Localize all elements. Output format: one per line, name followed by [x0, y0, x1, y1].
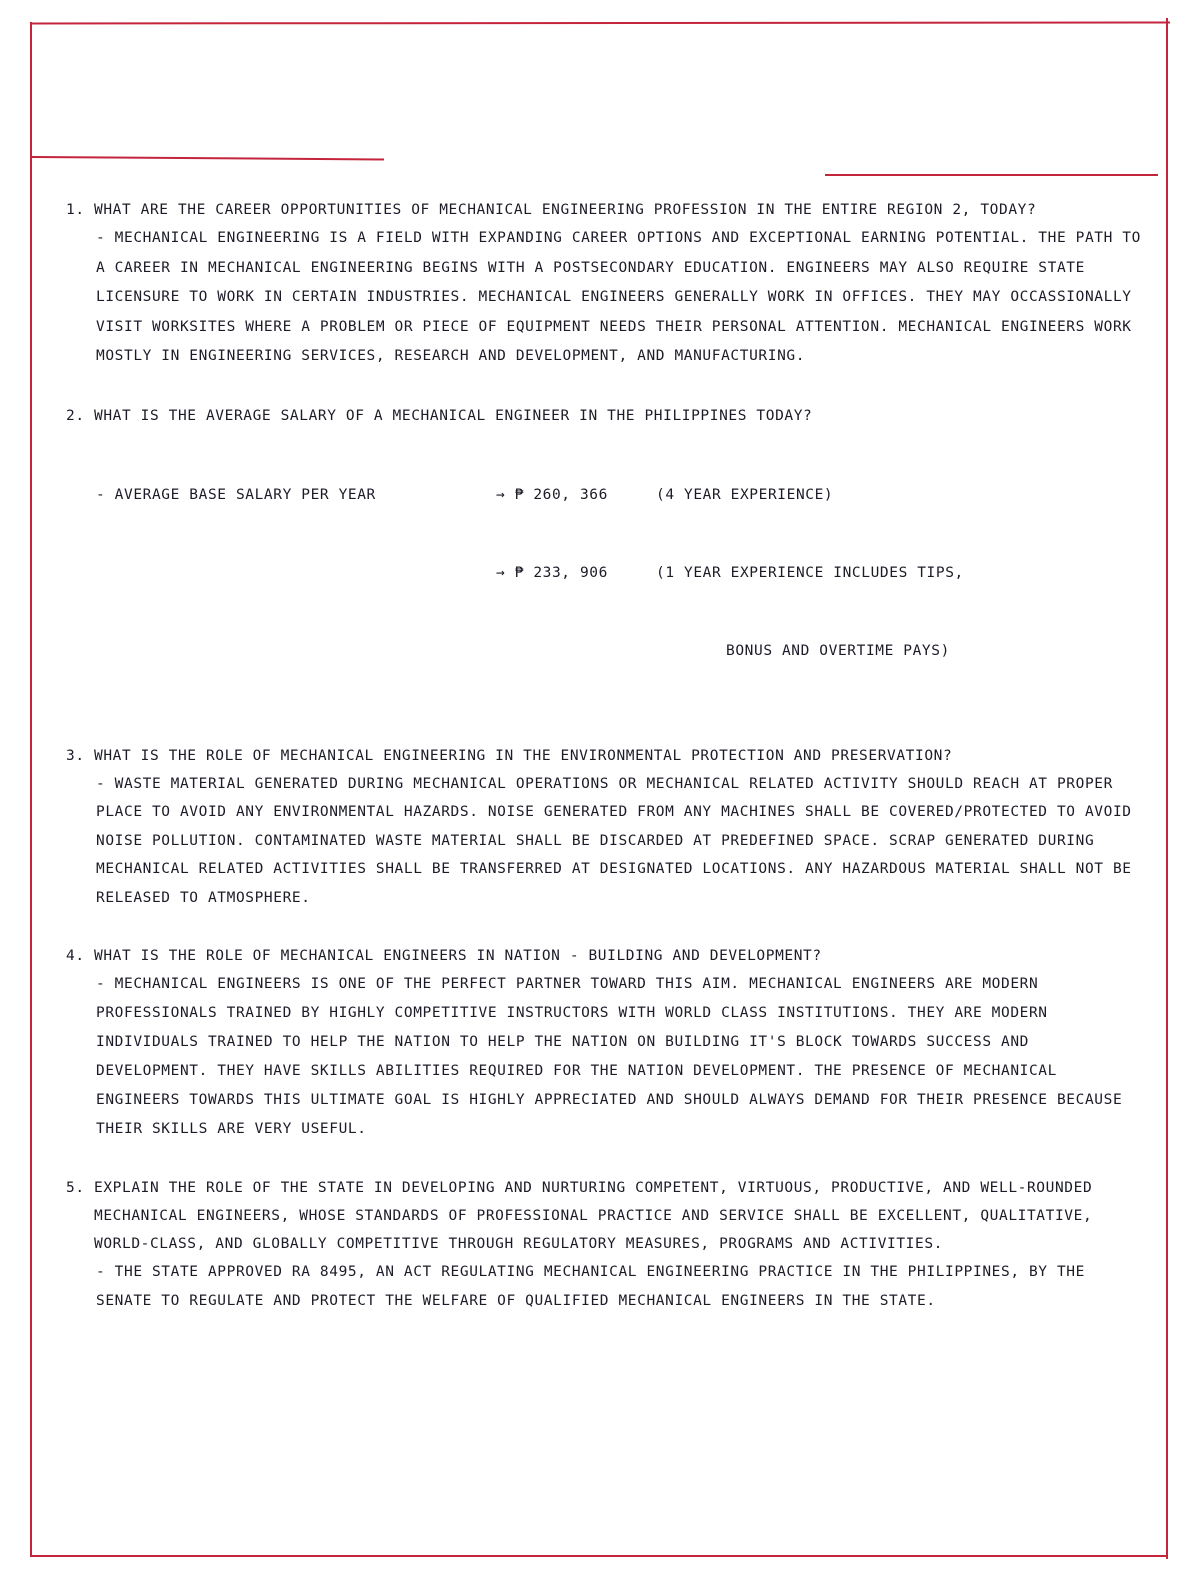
question-number: 1.	[66, 202, 85, 218]
salary-row-1	[66, 482, 1141, 508]
question-text: WHAT IS THE ROLE OF MECHANICAL ENGINEERS IN NATION - BUILDING AND DEVELOPMENT?	[94, 948, 822, 964]
handwritten-answers	[66, 196, 1141, 1416]
question-number: 3.	[66, 747, 85, 764]
question-4	[66, 942, 1141, 970]
question-block-1	[66, 196, 1141, 372]
question-text: EXPLAIN THE ROLE OF THE STATE IN DEVELOPING AND NURTURING COMPETENT, VIRTUOUS, PRODUCTIVE, AND WELL-ROUNDED MECHANICAL ENGINEERS, WHOSE STANDARDS OF PROFESSIONAL PRACTICE AND SERVICE SHALL BE EXCELLENT, QUALITATIVE, WORLD-CLASS, AND GLOBALLY COMPETITIVE THROUGH REGULATORY MEASURES, PROGRAMS AND ACTIVITIES.	[94, 1180, 1093, 1252]
question-1	[66, 196, 1141, 224]
salary-note-1: (4 YEAR EXPERIENCE)	[656, 486, 834, 503]
question-block-4	[66, 942, 1141, 1144]
page-border-left	[30, 22, 32, 1557]
header-rule-right	[825, 174, 1158, 176]
page-border-top	[30, 22, 1170, 25]
question-2	[66, 402, 1141, 430]
salary-label-spacer	[66, 560, 496, 586]
salary-note-2a: (1 YEAR EXPERIENCE INCLUDES TIPS,	[656, 564, 964, 581]
question-number: 4.	[66, 948, 85, 964]
question-number: 2.	[66, 407, 85, 424]
salary-amount-2: → ₱ 233, 906	[496, 564, 608, 581]
question-3	[66, 742, 1141, 770]
question-5	[66, 1174, 1141, 1258]
question-text: WHAT ARE THE CAREER OPPORTUNITIES OF MECHANICAL ENGINEERING PROFESSION IN THE ENTIRE REGION 2, TODAY?	[94, 202, 1037, 218]
page-border-right	[1166, 18, 1168, 1559]
salary-label: - AVERAGE BASE SALARY PER YEAR	[96, 486, 376, 503]
question-block-2	[66, 402, 1141, 716]
salary-note-2b: BONUS AND OVERTIME PAYS)	[726, 642, 950, 659]
page-border-bottom	[30, 1555, 1168, 1557]
question-block-5	[66, 1174, 1141, 1315]
header-rule-left	[32, 156, 384, 160]
question-block-3	[66, 742, 1141, 913]
salary-row-2	[66, 560, 1141, 586]
answer-3: - WASTE MATERIAL GENERATED DURING MECHANICAL OPERATIONS OR MECHANICAL RELATED ACTIVITY SHOULD REACH AT PROPER PLACE TO AVOID ANY ENVIRONMENTAL HAZARDS. NOISE GENERATED FROM ANY MACHINES SHALL BE COVERED/PROTECTED TO AVOID NOISE POLLUTION. CONTAMINATED WASTE MATERIAL SHALL BE DISCARDED AT PREDEFINED SPACE. SCRAP GENERATED DURING MECHANICAL RELATED ACTIVITIES SHALL BE TRANSFERRED AT DESIGNATED LOCATIONS. ANY HAZARDOUS MATERIAL SHALL NOT BE RELEASED TO ATMOSPHERE.	[96, 775, 1132, 906]
answer-1: - MECHANICAL ENGINEERING IS A FIELD WITH EXPANDING CAREER OPTIONS AND EXCEPTIONAL EARNING POTENTIAL. THE PATH TO A CAREER IN MECHANICAL ENGINEERING BEGINS WITH A POSTSECONDARY EDUCATION. ENGINEERS MAY ALSO REQUIRE STATE LICENSURE TO WORK IN CERTAIN INDUSTRIES. MECHANICAL ENGINEERS GENERALLY WORK IN OFFICES. THEY MAY OCCASSIONALLY VISIT WORKSITES WHERE A PROBLEM OR PIECE OF EQUIPMENT NEEDS THEIR PERSONAL ATTENTION. MECHANICAL ENGINEERS WORK MOSTLY IN ENGINEERING SERVICES, RESEARCH AND DEVELOPMENT, AND MANUFACTURING.	[96, 230, 1141, 364]
answer-4: - MECHANICAL ENGINEERS IS ONE OF THE PERFECT PARTNER TOWARD THIS AIM. MECHANICAL ENGINEERS ARE MODERN PROFESSIONALS TRAINED BY HIGHLY COMPETITIVE INSTRUCTORS WITH WORLD CLASS INSTITUTIONS. THEY ARE MODERN INDIVIDUALS TRAINED TO HELP THE NATION TO HELP THE NATION ON BUILDING IT'S BLOCK TOWARDS SUCCESS AND DEVELOPMENT. THEY HAVE SKILLS ABILITIES REQUIRED FOR THE NATION DEVELOPMENT. THE PRESENCE OF MECHANICAL ENGINEERS TOWARDS THIS ULTIMATE GOAL IS HIGHLY APPRECIATED AND SHOULD ALWAYS DEMAND FOR THEIR PRESENCE BECAUSE THEIR SKILLS ARE VERY USEFUL.	[96, 976, 1123, 1137]
question-text: WHAT IS THE AVERAGE SALARY OF A MECHANICAL ENGINEER IN THE PHILIPPINES TODAY?	[94, 407, 813, 424]
answer-5: - THE STATE APPROVED RA 8495, AN ACT REGULATING MECHANICAL ENGINEERING PRACTICE IN THE PHILIPPINES, BY THE SENATE TO REGULATE AND PROTECT THE WELFARE OF QUALIFIED MECHANICAL ENGINEERS IN THE STATE.	[96, 1264, 1085, 1309]
salary-amount-1: → ₱ 260, 366	[496, 486, 608, 503]
question-text: WHAT IS THE ROLE OF MECHANICAL ENGINEERING IN THE ENVIRONMENTAL PROTECTION AND PRESERVATION?	[94, 747, 953, 764]
salary-breakdown	[66, 430, 1141, 716]
question-number: 5.	[66, 1180, 85, 1196]
